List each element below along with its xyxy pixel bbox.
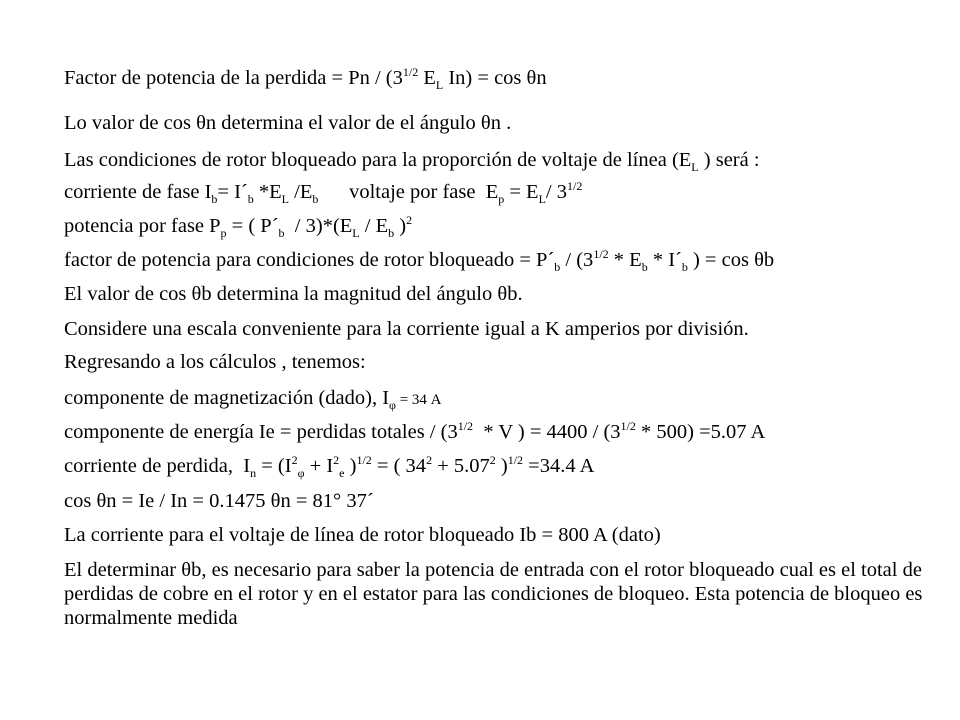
phase-current-line: corriente de fase $I_b=$ $I´_b$ $*E_L$ $/E_b$ voltaje por fase $E_p = E_L/$ $3^{1/2}$ (64, 179, 583, 206)
blocked-power-paragraph: El determinar θb, es necesario para saber la potencia de entrada con el rotor bloqueado cual es el total de perdidas de cobre en el rotor y en el estator para las condiciones de bloqueo. Esta potencia de bloqueo es normalmente medida (64, 559, 923, 629)
magnetization-component-line: componente de magnetización (dado), $I_\varphi = 34$ A (64, 387, 442, 412)
loss-current-line: corriente de perdida, $I_n = (I^2_\varphi + I^2_e$ )$^{1/2}$ = ( $34^2 + 5.07^2$ )$^{1/2}$ =34.4 A (64, 453, 595, 480)
scale-line: Considere una escala conveniente para la corriente igual a K amperios por división. (64, 318, 749, 340)
calculations-intro-line: Regresando a los cálculos , tenemos: (64, 351, 366, 373)
cos-b-line: El valor de cos θb determina la magnitud del ángulo θb. (64, 283, 523, 305)
power-factor-loss-line: Factor de potencia de la perdida = Pn / ($3^{1/2}$ $E_L$ In) = cos θn (64, 65, 547, 92)
energy-component-line: componente de energía Ie = perdidas totales / ($3^{1/2}$ * V ) = $4400 / (3^{1/2} * 500) =5.07$ A (64, 419, 766, 443)
cos-value-line: Lo valor de cos θn determina el valor de el ángulo θn . (64, 112, 512, 134)
phase-power-line: potencia por fase $P_p$ = ( $P´_b / 3)*(E_L / E_b$ )$^2$ (64, 213, 413, 240)
cos-n-result-line: cos θn = Ie / In = 0.1475 θn = 81° 37´ (64, 490, 374, 512)
blocked-rotor-conditions-line: Las condiciones de rotor bloqueado para la proporción de voltaje de línea ($E_L$ ) será : (64, 149, 760, 174)
blocked-current-line: La corriente para el voltaje de línea de rotor bloqueado Ib = 800 A (dato) (64, 524, 661, 546)
blocked-power-factor-line: factor de potencia para condiciones de rotor bloqueado = $P´_b / (3^{1/2} * E_b$ * $I´_b$ ) = cos θb (64, 247, 775, 274)
